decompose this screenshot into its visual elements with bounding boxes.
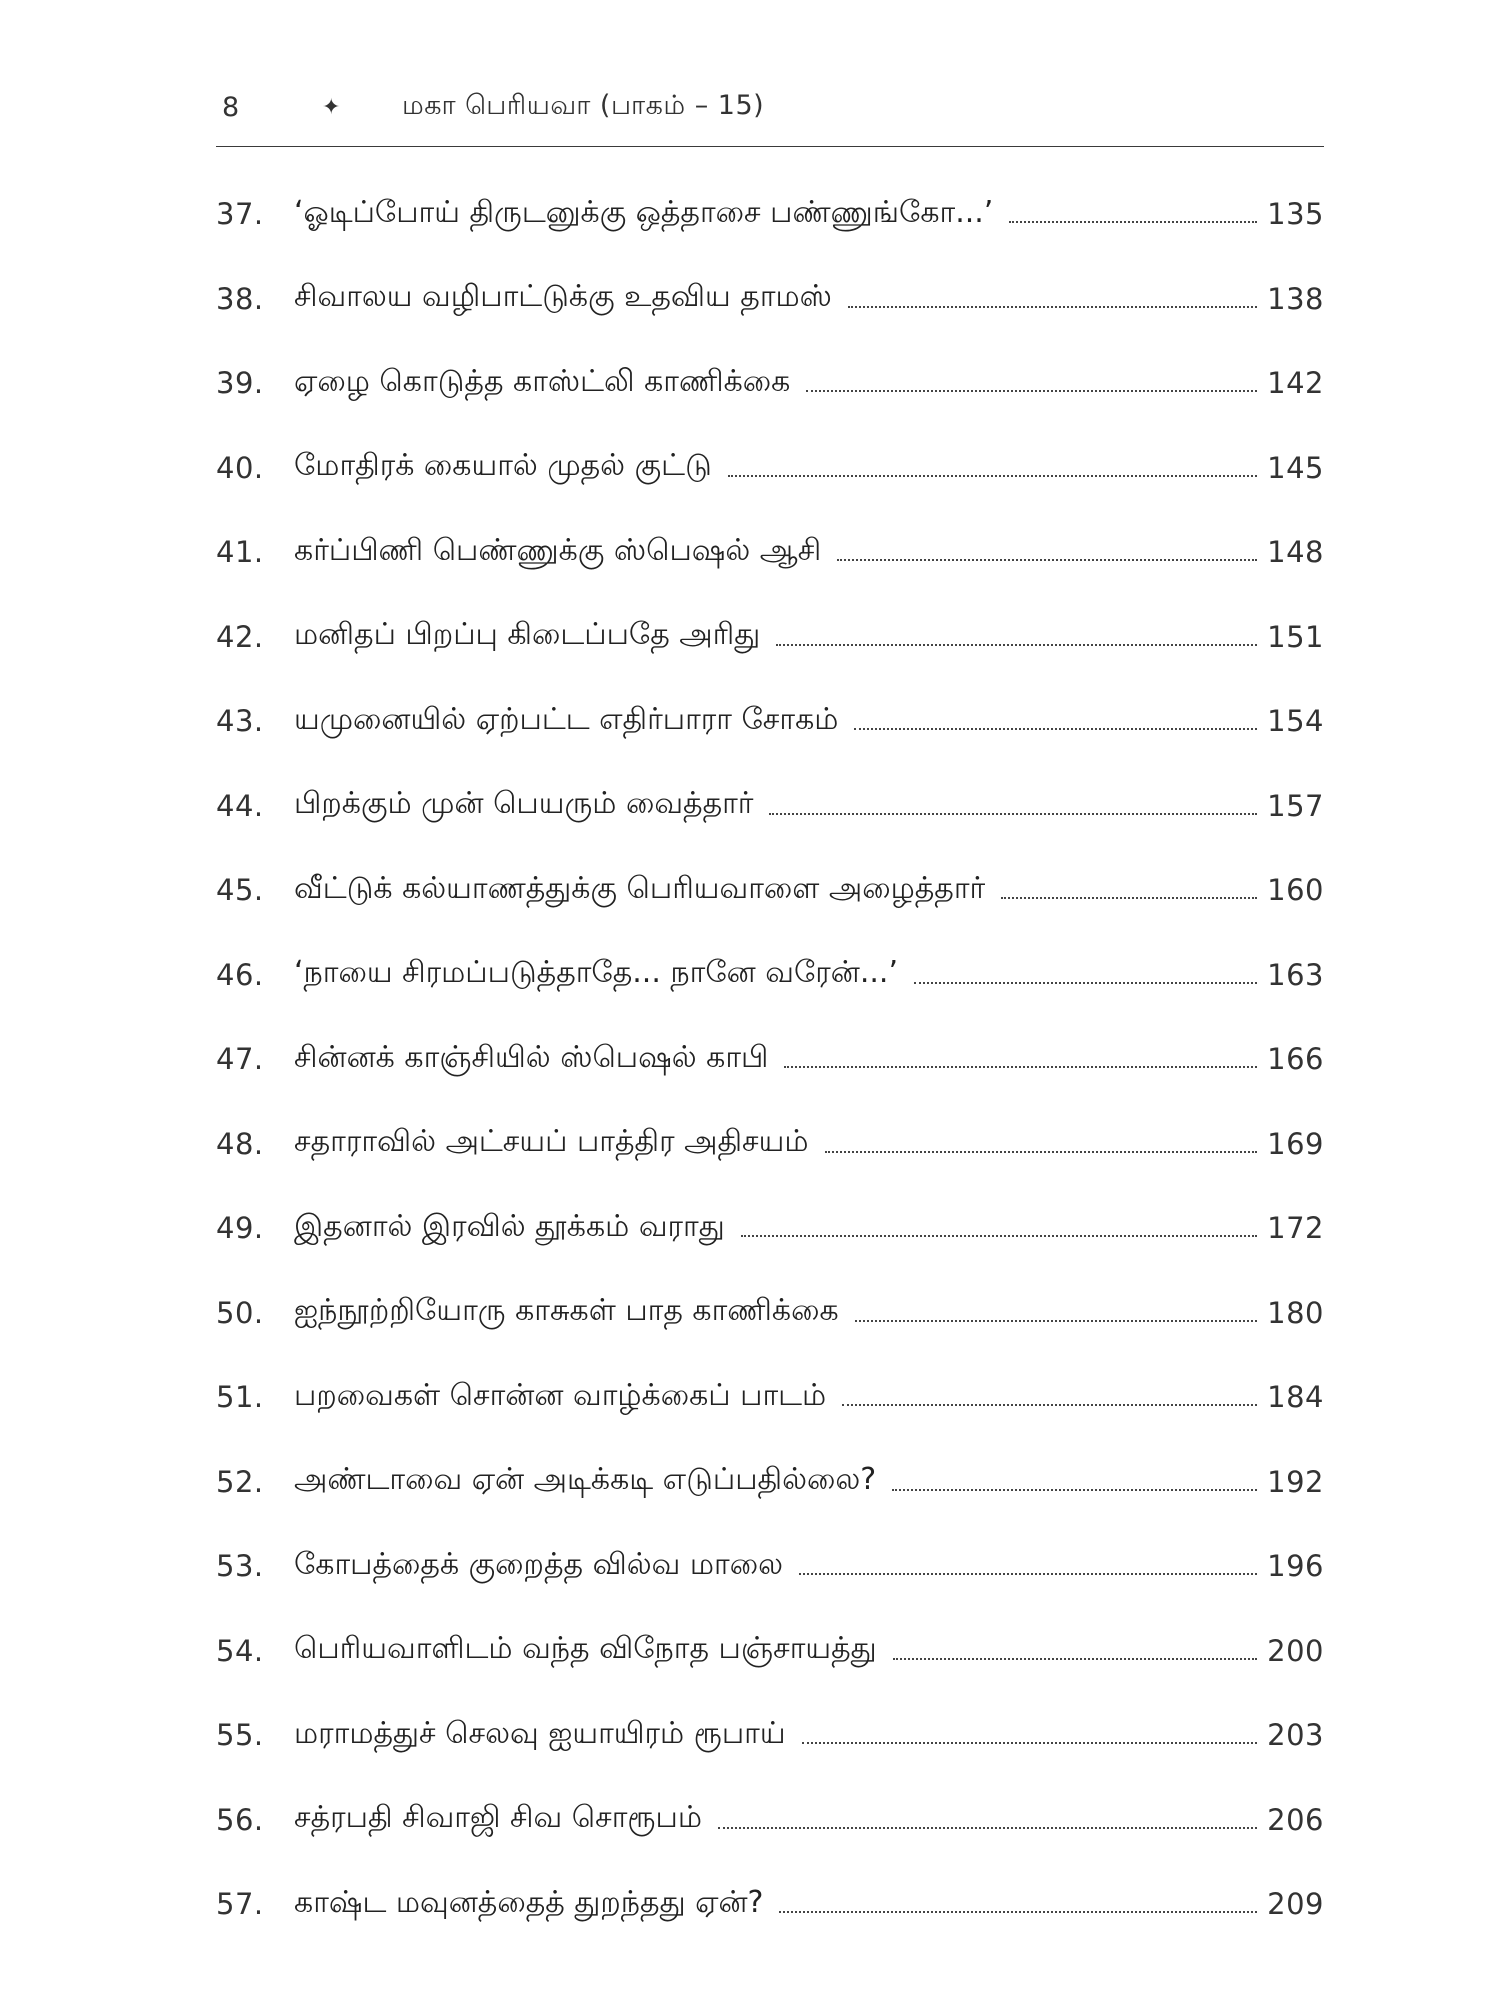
toc-entry-title: ‘நாயை சிரமப்படுத்தாதே... நானே வரேன்...’: [294, 955, 898, 990]
page-number: 8: [222, 91, 240, 123]
dot-leader: [854, 728, 1257, 730]
header-rule: [216, 146, 1324, 147]
dot-leader: [799, 1573, 1257, 1575]
toc-entry-page: 192: [1267, 1464, 1324, 1499]
toc-entry: [216, 263, 1324, 335]
dot-leader: [728, 475, 1257, 477]
toc-entry-number: 47.: [216, 1042, 264, 1076]
toc-entry-page: 142: [1267, 366, 1324, 400]
toc-entry: [216, 685, 1324, 757]
toc-entry-page: 154: [1267, 704, 1324, 738]
toc-entry-page: 184: [1267, 1380, 1324, 1414]
toc-entry-number: 41.: [216, 535, 264, 569]
toc-entry: [216, 1361, 1324, 1433]
toc-entry-page: 148: [1267, 535, 1324, 569]
toc-entry-title: மராமத்துச் செலவு ஐயாயிரம் ரூபாய்: [294, 1715, 786, 1751]
dot-leader: [892, 1489, 1257, 1491]
toc-entry-number: 51.: [216, 1380, 264, 1414]
toc-entry-number: 53.: [216, 1549, 264, 1583]
dot-leader: [855, 1320, 1257, 1322]
dot-leader: [1001, 897, 1257, 899]
toc-entry-number: 42.: [216, 619, 264, 654]
toc-entry: [216, 601, 1324, 673]
toc-entry-title: இதனால் இரவில் தூக்கம் வராது: [294, 1208, 725, 1244]
toc-entry: [216, 939, 1324, 1011]
toc-entry-page: 138: [1267, 281, 1324, 316]
toc-entry: [216, 854, 1324, 926]
toc-entry-number: 43.: [216, 704, 264, 738]
dot-leader: [779, 1911, 1257, 1913]
toc-entry-page: 200: [1267, 1633, 1324, 1668]
toc-entry-page: 206: [1267, 1802, 1324, 1837]
toc-entry-page: 172: [1267, 1211, 1324, 1245]
toc-entry-title: கர்ப்பிணி பெண்ணுக்கு ஸ்பெஷல் ஆசி: [294, 532, 822, 568]
toc-entry-title: பறவைகள் சொன்ன வாழ்க்கைப் பாடம்: [294, 1377, 827, 1413]
toc-entry: [216, 1277, 1324, 1349]
toc-entry-number: 39.: [216, 366, 264, 400]
toc-entry-number: 57.: [216, 1887, 264, 1921]
toc-entry-page: 145: [1267, 450, 1324, 485]
dot-leader: [842, 1404, 1257, 1406]
dot-leader: [776, 644, 1257, 646]
toc-entry: [216, 178, 1324, 250]
toc-entry: [216, 1108, 1324, 1180]
ornament-icon: ✦: [322, 94, 341, 120]
toc-entry: [216, 1192, 1324, 1264]
toc-entry: [216, 516, 1324, 588]
toc-entry-number: 38.: [216, 281, 264, 316]
toc-entry-page: 169: [1267, 1126, 1324, 1161]
toc-entry: [216, 1530, 1324, 1602]
toc-entry-page: 203: [1267, 1718, 1324, 1752]
toc-entry-page: 160: [1267, 873, 1324, 907]
toc-entry-number: 46.: [216, 957, 264, 992]
dot-leader: [784, 1066, 1257, 1068]
toc-entry-title: ஏழை கொடுத்த காஸ்ட்லி காணிக்கை: [294, 363, 791, 399]
toc-entry-title: பிறக்கும் முன் பெயரும் வைத்தார்: [294, 786, 754, 821]
dot-leader: [848, 306, 1257, 308]
toc-entry-title: காஷ்ட மவுனத்தைத் துறந்தது ஏன்?: [294, 1884, 764, 1920]
toc-entry: [216, 1023, 1324, 1095]
toc-entry-number: 40.: [216, 450, 264, 485]
toc-entry-number: 45.: [216, 873, 264, 907]
toc-entry-title: கோபத்தைக் குறைத்த வில்வ மாலை: [294, 1546, 783, 1582]
toc-entry-number: 50.: [216, 1295, 264, 1330]
toc-entry-number: 49.: [216, 1211, 264, 1245]
book-title: மகா பெரியவா (பாகம் – 15): [402, 89, 765, 121]
toc-entry-page: 209: [1267, 1887, 1324, 1921]
toc-entry: [216, 347, 1324, 419]
toc-entry-title: சிவாலய வழிபாட்டுக்கு உதவிய தாமஸ்: [294, 279, 832, 314]
toc-entry-number: 52.: [216, 1464, 264, 1499]
toc-entry-title: யமுனையில் ஏற்பட்ட எதிர்பாரா சோகம்: [294, 701, 839, 737]
toc-entry-title: மோதிரக் கையால் முதல் குட்டு: [294, 448, 712, 483]
toc-entry: [216, 770, 1324, 842]
toc-entry: [216, 432, 1324, 504]
toc-entry-title: ‘ஓடிப்போய் திருடனுக்கு ஒத்தாசை பண்ணுங்கோ...’: [294, 194, 994, 230]
dot-leader: [893, 1658, 1257, 1660]
running-header: [222, 82, 764, 132]
dot-leader: [769, 813, 1257, 815]
toc-entry-title: சதாராவில் அட்சயப் பாத்திர அதிசயம்: [294, 1124, 809, 1159]
dot-leader: [1009, 221, 1257, 223]
toc-entry: [216, 1446, 1324, 1518]
toc-entry-page: 180: [1267, 1295, 1324, 1330]
dot-leader: [718, 1827, 1257, 1829]
toc-entry-title: அண்டாவை ஏன் அடிக்கடி எடுப்பதில்லை?: [294, 1462, 877, 1497]
toc-entry-page: 196: [1267, 1549, 1324, 1583]
dot-leader: [802, 1742, 1258, 1744]
toc-entry-page: 166: [1267, 1042, 1324, 1076]
dot-leader: [806, 390, 1257, 392]
toc-entry-number: 44.: [216, 788, 264, 823]
dot-leader: [741, 1235, 1257, 1237]
toc-entry-number: 48.: [216, 1126, 264, 1161]
toc-entry-page: 163: [1267, 957, 1324, 992]
toc-entry: [216, 1615, 1324, 1687]
toc-entry-title: ஐந்நூற்றியோரு காசுகள் பாத காணிக்கை: [294, 1293, 839, 1328]
dot-leader: [825, 1151, 1258, 1153]
toc-entry: [216, 1784, 1324, 1856]
dot-leader: [914, 982, 1257, 984]
toc-entry-title: வீட்டுக் கல்யாணத்துக்கு பெரியவாளை அழைத்தார்: [294, 870, 986, 906]
toc-entry-number: 55.: [216, 1718, 264, 1752]
toc-entry-title: சத்ரபதி சிவாஜி சிவ சொரூபம்: [294, 1800, 702, 1835]
toc-entry: [216, 1699, 1324, 1771]
toc-entry-title: சின்னக் காஞ்சியில் ஸ்பெஷல் காபி: [294, 1039, 769, 1075]
toc-entry: [216, 1868, 1324, 1940]
toc-entry-page: 157: [1267, 788, 1324, 823]
toc-entry-number: 37.: [216, 197, 264, 231]
toc-entry-title: மனிதப் பிறப்பு கிடைப்பதே அரிது: [294, 617, 761, 652]
toc-entry-number: 56.: [216, 1802, 264, 1837]
toc-entry-page: 151: [1267, 619, 1324, 654]
toc-entry-number: 54.: [216, 1633, 264, 1668]
dot-leader: [837, 559, 1257, 561]
toc-entry-title: பெரியவாளிடம் வந்த விநோத பஞ்சாயத்து: [294, 1631, 877, 1666]
toc-entry-page: 135: [1267, 197, 1324, 231]
